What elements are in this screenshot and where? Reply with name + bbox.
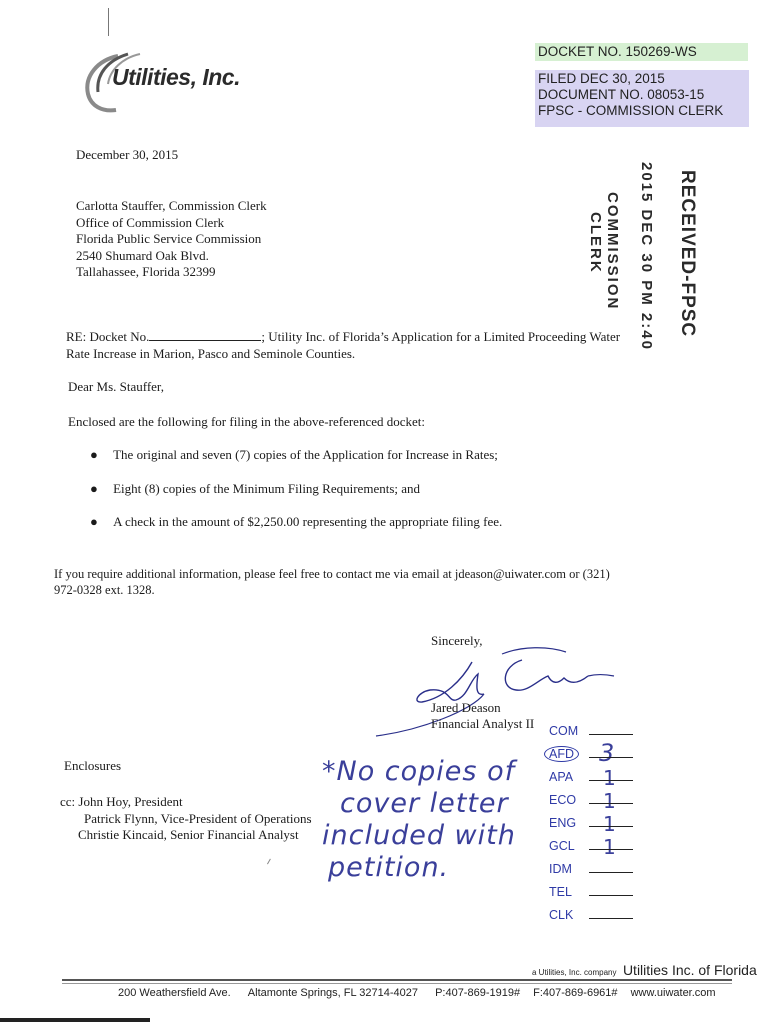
note-line: *No copies of: [322, 756, 516, 787]
footer-company-prefix: a Utilities, Inc. company: [532, 968, 617, 977]
letter-date: December 30, 2015: [76, 147, 179, 162]
routing-blank: [589, 780, 633, 781]
address-line: Florida Public Service Commission: [76, 231, 262, 246]
footer-city: Altamonte Springs, FL 32714-4027: [247, 987, 418, 999]
scan-mark: [267, 859, 276, 868]
intro-paragraph: Enclosed are the following for filing in the above-referenced docket:: [68, 414, 425, 429]
filed-line: DOCUMENT NO. 08053-15: [538, 87, 705, 102]
enclosures-label: Enclosures: [64, 758, 122, 773]
contact-line-2: 972-0328 ext. 1328.: [54, 583, 155, 597]
routing-mark: 1: [603, 766, 617, 790]
re-line: [66, 329, 620, 346]
bullet-icon: ●: [90, 514, 98, 529]
routing-code: CLK: [549, 908, 574, 922]
routing-blank: [589, 734, 633, 735]
routing-row: [549, 835, 659, 858]
clerk-stamp: CLERK: [587, 212, 604, 274]
salutation: Dear Ms. Stauffer,: [68, 379, 164, 394]
company-logo: [78, 48, 268, 118]
routing-code: APA: [549, 770, 574, 784]
routing-blank: [589, 826, 633, 827]
bullet-text: The original and seven (7) copies of the Application for Increase in Rates;: [113, 447, 498, 462]
address-line: Tallahassee, Florida 32399: [76, 264, 216, 279]
cc-line: Christie Kincaid, Senior Financial Analyst: [78, 827, 299, 842]
routing-mark: 1: [603, 789, 617, 813]
routing-code: ENG: [549, 816, 577, 830]
routing-row: [549, 904, 659, 927]
routing-blank: [589, 872, 633, 873]
bullet-item: [90, 447, 498, 464]
footer-company-line: [532, 962, 757, 980]
routing-code: IDM: [549, 862, 572, 876]
filed-line: FPSC - COMMISSION CLERK: [538, 103, 724, 118]
note-line: included with: [322, 820, 516, 851]
routing-blank: [589, 849, 633, 850]
routing-code: AFD: [544, 746, 579, 762]
re-prefix: RE: Docket No.: [66, 329, 150, 344]
contact-line: If you require additional information, please feel free to contact me via email at jdeason@uiwater.com or (321): [54, 567, 610, 581]
routing-mark: 1: [603, 812, 617, 836]
cc-line: Patrick Flynn, Vice-President of Operations: [84, 810, 312, 826]
docket-stamp: DOCKET NO. 150269-WS: [535, 43, 748, 61]
footer-rule-thin: [62, 983, 732, 984]
signer-title: Financial Analyst II: [431, 716, 535, 731]
routing-blank: [589, 803, 633, 804]
re-line-2: Rate Increase in Marion, Pasco and Seminole Counties.: [66, 346, 356, 361]
re-suffix: ; Utility Inc. of Florida’s Application for a Limited Proceeding Water: [261, 329, 621, 344]
addressee-block: [76, 198, 267, 281]
routing-blank: [589, 918, 633, 919]
filed-line: FILED DEC 30, 2015: [538, 71, 665, 86]
routing-code: TEL: [549, 885, 572, 899]
received-stamp: RECEIVED-FPSC: [677, 170, 698, 338]
note-line: cover letter: [340, 788, 509, 819]
handwritten-note: [322, 756, 516, 884]
scan-edge: [0, 1018, 150, 1022]
bullet-text: A check in the amount of $2,250.00 representing the appropriate filing fee.: [113, 514, 503, 529]
bullet-item: [90, 481, 420, 498]
closing: Sincerely,: [431, 633, 483, 648]
footer-fax: F:407-869-6961#: [533, 987, 618, 999]
bullet-text: Eight (8) copies of the Minimum Filing Requirements; and: [113, 481, 421, 496]
routing-code: COM: [549, 724, 579, 738]
routing-row: [549, 881, 659, 904]
note-line: petition.: [328, 852, 450, 883]
footer-company-name: Utilities Inc. of Florida: [622, 962, 757, 978]
routing-mark: 3: [599, 739, 616, 767]
footer-address-line: [118, 987, 716, 999]
bullet-item: [90, 514, 502, 531]
routing-mark: 1: [603, 835, 617, 859]
bullet-icon: ●: [90, 447, 98, 462]
commission-stamp: COMMISSION: [604, 192, 621, 311]
signer-name: Jared Deason: [431, 700, 501, 715]
address-line: 2540 Shumard Oak Blvd.: [76, 247, 209, 263]
footer-address: 200 Weathersfield Ave.: [118, 987, 231, 999]
bullet-icon: ●: [90, 481, 98, 496]
footer-rule: [62, 979, 732, 981]
routing-blank: [589, 895, 633, 896]
address-line: Carlotta Stauffer, Commission Clerk: [76, 198, 267, 213]
filed-stamp: [535, 70, 749, 127]
cc-block: [60, 794, 312, 844]
footer-phone: P:407-869-1919#: [435, 987, 521, 999]
routing-row: [549, 858, 659, 881]
received-time-stamp: 2015 DEC 30 PM 2:40: [638, 162, 655, 351]
cc-line: cc: John Hoy, President: [60, 794, 183, 809]
routing-code: GCL: [549, 839, 575, 853]
footer-web-link[interactable]: www.uiwater.com: [630, 987, 716, 999]
routing-list: [549, 720, 659, 927]
routing-code: ECO: [549, 793, 577, 807]
logo-wordmark: Utilities, Inc.: [112, 64, 240, 90]
docket-blank: [149, 329, 261, 341]
routing-blank: [589, 757, 633, 758]
address-line: Office of Commission Clerk: [76, 214, 225, 230]
scan-mark: [108, 8, 109, 36]
